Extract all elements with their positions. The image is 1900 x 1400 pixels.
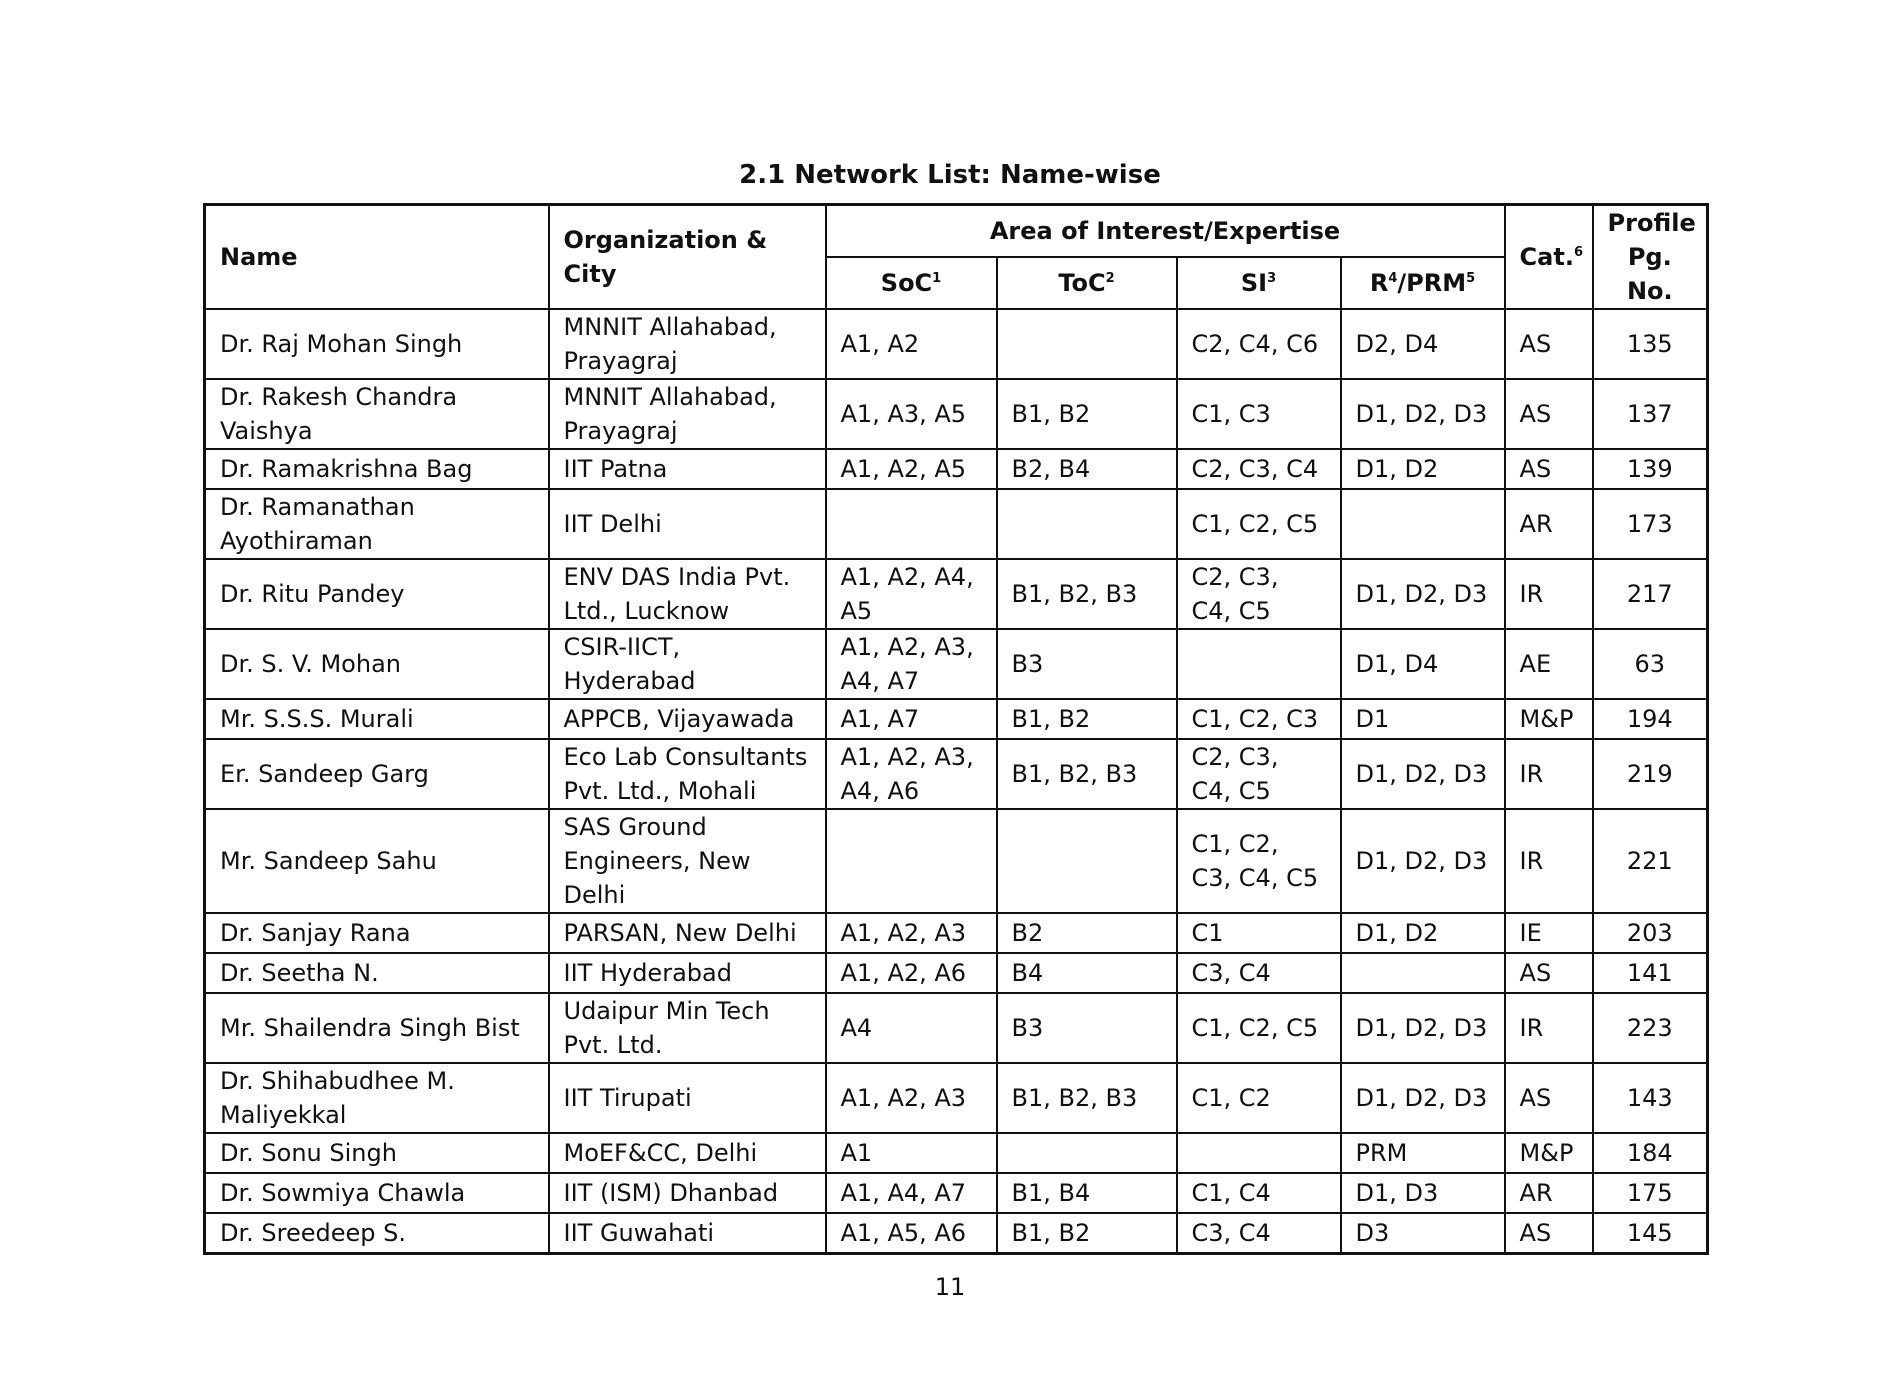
- cell-si: C1, C2, C3: [1177, 699, 1341, 739]
- cell-toc: B1, B2: [997, 699, 1177, 739]
- cell-soc: A1, A2: [826, 309, 997, 379]
- cell-name: Dr. Ramakrishna Bag: [205, 449, 549, 489]
- table-row: [205, 699, 1708, 739]
- cell-organization: IIT Hyderabad: [549, 953, 826, 993]
- cell-soc: A1, A2, A6: [826, 953, 997, 993]
- table-body: [205, 309, 1708, 1253]
- cell-toc: [997, 309, 1177, 379]
- cell-organization: MNNIT Allahabad, Prayagraj: [549, 379, 826, 449]
- cell-si: C1, C2, C3, C4, C5: [1177, 809, 1341, 913]
- cell-si: C2, C3, C4, C5: [1177, 739, 1341, 809]
- table-row: [205, 629, 1708, 699]
- cell-r-prm: D1: [1341, 699, 1505, 739]
- header-name: Name: [205, 205, 549, 310]
- table-row: [205, 1173, 1708, 1213]
- cell-soc: A1, A2, A4, A5: [826, 559, 997, 629]
- cell-toc: B3: [997, 629, 1177, 699]
- cell-toc: B1, B2, B3: [997, 1063, 1177, 1133]
- cell-category: AR: [1505, 1173, 1593, 1213]
- cell-soc: [826, 489, 997, 559]
- table-row: [205, 309, 1708, 379]
- table-row: [205, 913, 1708, 953]
- cell-toc: B1, B4: [997, 1173, 1177, 1213]
- cell-organization: IIT Guwahati: [549, 1213, 826, 1253]
- cell-r-prm: [1341, 953, 1505, 993]
- cell-r-prm: D3: [1341, 1213, 1505, 1253]
- cell-name: Dr. Sanjay Rana: [205, 913, 549, 953]
- cell-organization: Udaipur Min Tech Pvt. Ltd.: [549, 993, 826, 1063]
- cell-name: Dr. Seetha N.: [205, 953, 549, 993]
- cell-category: AS: [1505, 449, 1593, 489]
- table-row: [205, 1063, 1708, 1133]
- cell-soc: A1, A2, A5: [826, 449, 997, 489]
- cell-organization: IIT Patna: [549, 449, 826, 489]
- cell-profile-page: 141: [1593, 953, 1708, 993]
- table-row: [205, 1133, 1708, 1173]
- cell-si: C3, C4: [1177, 953, 1341, 993]
- cell-soc: A1, A3, A5: [826, 379, 997, 449]
- cell-soc: A1, A5, A6: [826, 1213, 997, 1253]
- table-row: [205, 739, 1708, 809]
- cell-profile-page: 175: [1593, 1173, 1708, 1213]
- cell-toc: B2, B4: [997, 449, 1177, 489]
- cell-name: Dr. Rakesh Chandra Vaishya: [205, 379, 549, 449]
- header-r-prm: $R^4/PRM^5$: [1341, 257, 1505, 309]
- cell-r-prm: D1, D2, D3: [1341, 1063, 1505, 1133]
- cell-name: Dr. Sowmiya Chawla: [205, 1173, 549, 1213]
- cell-category: AS: [1505, 309, 1593, 379]
- header-category: Cat.$^6$: [1505, 205, 1593, 310]
- cell-toc: B2: [997, 913, 1177, 953]
- cell-organization: MNNIT Allahabad, Prayagraj: [549, 309, 826, 379]
- cell-name: Dr. Ritu Pandey: [205, 559, 549, 629]
- cell-name: Dr. Raj Mohan Singh: [205, 309, 549, 379]
- cell-si: [1177, 629, 1341, 699]
- cell-r-prm: PRM: [1341, 1133, 1505, 1173]
- cell-profile-page: 173: [1593, 489, 1708, 559]
- cell-si: C2, C4, C6: [1177, 309, 1341, 379]
- cell-si: [1177, 1133, 1341, 1173]
- cell-organization: PARSAN, New Delhi: [549, 913, 826, 953]
- cell-toc: B1, B2, B3: [997, 739, 1177, 809]
- cell-r-prm: D2, D4: [1341, 309, 1505, 379]
- cell-soc: A1, A2, A3: [826, 1063, 997, 1133]
- network-list-table: [203, 203, 1709, 1255]
- table-row: [205, 489, 1708, 559]
- cell-category: IR: [1505, 739, 1593, 809]
- cell-toc: [997, 1133, 1177, 1173]
- header-area-of-interest: Area of Interest/Expertise: [826, 205, 1505, 258]
- cell-organization: MoEF&CC, Delhi: [549, 1133, 826, 1173]
- cell-category: AS: [1505, 379, 1593, 449]
- cell-profile-page: 137: [1593, 379, 1708, 449]
- cell-soc: A1, A2, A3, A4, A7: [826, 629, 997, 699]
- cell-toc: B3: [997, 993, 1177, 1063]
- cell-name: Dr. Sonu Singh: [205, 1133, 549, 1173]
- page-number: 11: [934, 1273, 966, 1301]
- cell-organization: ENV DAS India Pvt. Ltd., Lucknow: [549, 559, 826, 629]
- cell-soc: A4: [826, 993, 997, 1063]
- header-profile-page: Profile Pg. No.: [1593, 205, 1708, 310]
- cell-si: C1, C3: [1177, 379, 1341, 449]
- cell-toc: B1, B2: [997, 1213, 1177, 1253]
- cell-organization: SAS Ground Engineers, New Delhi: [549, 809, 826, 913]
- table-row: [205, 809, 1708, 913]
- cell-r-prm: D1, D2, D3: [1341, 993, 1505, 1063]
- cell-r-prm: D1, D2, D3: [1341, 559, 1505, 629]
- cell-category: IR: [1505, 993, 1593, 1063]
- cell-si: C1, C4: [1177, 1173, 1341, 1213]
- cell-profile-page: 135: [1593, 309, 1708, 379]
- cell-si: C1, C2, C5: [1177, 993, 1341, 1063]
- page-title: 2.1 Network List: Name-wise: [739, 160, 1161, 190]
- cell-profile-page: 203: [1593, 913, 1708, 953]
- cell-si: C1: [1177, 913, 1341, 953]
- cell-profile-page: 145: [1593, 1213, 1708, 1253]
- cell-category: AS: [1505, 1063, 1593, 1133]
- cell-name: Dr. Sreedeep S.: [205, 1213, 549, 1253]
- header-soc: SoC$^1$: [826, 257, 997, 309]
- cell-soc: A1, A7: [826, 699, 997, 739]
- cell-r-prm: D1, D2, D3: [1341, 739, 1505, 809]
- table-row: [205, 379, 1708, 449]
- header-organization: Organization & City: [549, 205, 826, 310]
- cell-r-prm: [1341, 489, 1505, 559]
- cell-profile-page: 223: [1593, 993, 1708, 1063]
- cell-category: IE: [1505, 913, 1593, 953]
- cell-toc: [997, 809, 1177, 913]
- cell-soc: [826, 809, 997, 913]
- cell-si: C2, C3, C4, C5: [1177, 559, 1341, 629]
- cell-toc: B4: [997, 953, 1177, 993]
- cell-organization: IIT (ISM) Dhanbad: [549, 1173, 826, 1213]
- cell-si: C1, C2: [1177, 1063, 1341, 1133]
- cell-soc: A1, A2, A3, A4, A6: [826, 739, 997, 809]
- cell-category: AS: [1505, 953, 1593, 993]
- cell-name: Er. Sandeep Garg: [205, 739, 549, 809]
- cell-category: M&P: [1505, 699, 1593, 739]
- cell-toc: B1, B2: [997, 379, 1177, 449]
- cell-organization: CSIR-IICT, Hyderabad: [549, 629, 826, 699]
- cell-profile-page: 139: [1593, 449, 1708, 489]
- cell-name: Mr. Shailendra Singh Bist: [205, 993, 549, 1063]
- cell-si: C1, C2, C5: [1177, 489, 1341, 559]
- header-toc: ToC$^2$: [997, 257, 1177, 309]
- cell-profile-page: 217: [1593, 559, 1708, 629]
- cell-name: Mr. S.S.S. Murali: [205, 699, 549, 739]
- cell-name: Dr. Ramanathan Ayothiraman: [205, 489, 549, 559]
- cell-organization: IIT Tirupati: [549, 1063, 826, 1133]
- cell-category: M&P: [1505, 1133, 1593, 1173]
- cell-toc: B1, B2, B3: [997, 559, 1177, 629]
- cell-profile-page: 143: [1593, 1063, 1708, 1133]
- header-si: $SI^3$: [1177, 257, 1341, 309]
- cell-name: Dr. S. V. Mohan: [205, 629, 549, 699]
- cell-profile-page: 184: [1593, 1133, 1708, 1173]
- cell-r-prm: D1, D2, D3: [1341, 379, 1505, 449]
- cell-r-prm: D1, D2: [1341, 913, 1505, 953]
- cell-si: C3, C4: [1177, 1213, 1341, 1253]
- cell-soc: A1: [826, 1133, 997, 1173]
- table-row: [205, 953, 1708, 993]
- cell-soc: A1, A2, A3: [826, 913, 997, 953]
- cell-si: C2, C3, C4: [1177, 449, 1341, 489]
- cell-r-prm: D1, D2, D3: [1341, 809, 1505, 913]
- cell-r-prm: D1, D3: [1341, 1173, 1505, 1213]
- cell-organization: IIT Delhi: [549, 489, 826, 559]
- cell-category: AS: [1505, 1213, 1593, 1253]
- cell-organization: Eco Lab Consultants Pvt. Ltd., Mohali: [549, 739, 826, 809]
- cell-category: AE: [1505, 629, 1593, 699]
- cell-organization: APPCB, Vijayawada: [549, 699, 826, 739]
- cell-profile-page: 221: [1593, 809, 1708, 913]
- cell-name: Dr. Shihabudhee M. Maliyekkal: [205, 1063, 549, 1133]
- cell-profile-page: 63: [1593, 629, 1708, 699]
- cell-name: Mr. Sandeep Sahu: [205, 809, 549, 913]
- table-row: [205, 993, 1708, 1063]
- table-row: [205, 559, 1708, 629]
- cell-toc: [997, 489, 1177, 559]
- cell-r-prm: D1, D4: [1341, 629, 1505, 699]
- cell-profile-page: 219: [1593, 739, 1708, 809]
- table-row: [205, 449, 1708, 489]
- cell-profile-page: 194: [1593, 699, 1708, 739]
- cell-soc: A1, A4, A7: [826, 1173, 997, 1213]
- cell-r-prm: D1, D2: [1341, 449, 1505, 489]
- cell-category: IR: [1505, 559, 1593, 629]
- cell-category: AR: [1505, 489, 1593, 559]
- table-row: [205, 1213, 1708, 1253]
- cell-category: IR: [1505, 809, 1593, 913]
